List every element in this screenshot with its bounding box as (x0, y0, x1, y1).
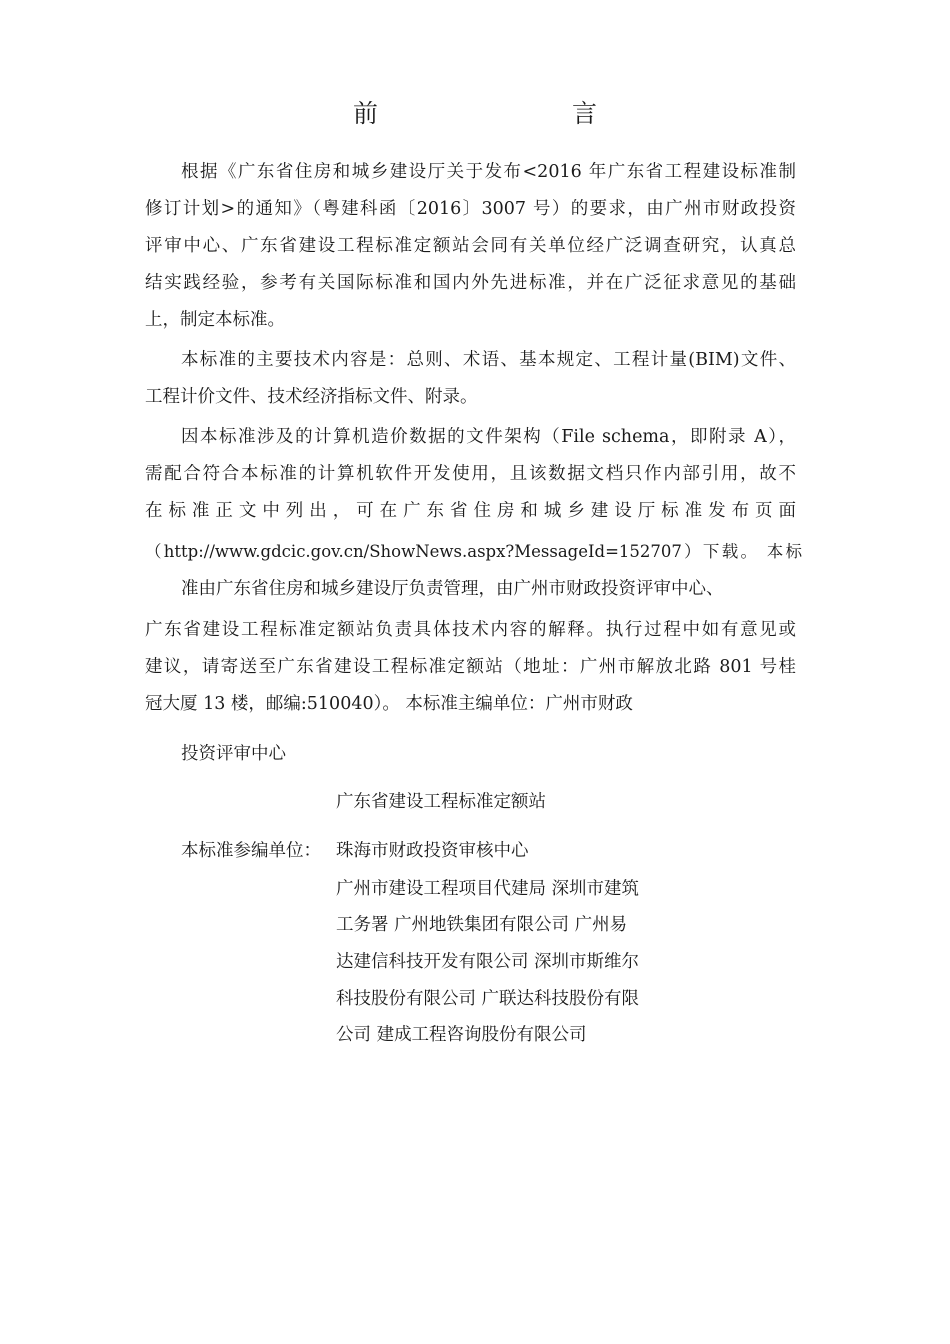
paragraph-line: 广东省建设工程标准定额站负责具体技术内容的解释。执行过程中如有意见或 (145, 620, 796, 640)
paragraph-line: 根据《广东省住房和城乡建设厅关于发布<2016 年广东省工程建设标准制 (181, 162, 796, 182)
paragraph-line: 本标准的主要技术内容是：总则、术语、基本规定、工程计量(BIM)文件、 (181, 350, 796, 370)
paragraph-line: 建议，请寄送至广东省建设工程标准定额站（地址：广州市解放北路 801 号桂 (145, 657, 796, 677)
paragraph-line: 评审中心、广东省建设工程标准定额站会同有关单位经广泛调查研究，认真总 (145, 236, 796, 256)
participating-unit-line: 工务署 广州地铁集团有限公司 广州易 (336, 915, 628, 935)
participating-units-label: 本标准参编单位： (181, 841, 321, 861)
paragraph-line: 修订计划>的通知》（粤建科函〔2016〕3007 号）的要求，由广州市财政投资 (145, 199, 796, 219)
participating-unit-line: 达建信科技开发有限公司 深圳市斯维尔 (336, 952, 640, 972)
paragraph-line: 在标准正文中列出，可在广东省住房和城乡建设厅标准发布页面 (145, 501, 796, 521)
paragraph-line: 准由广东省住房和城乡建设厅负责管理，由广州市财政投资评审中心、 (181, 579, 724, 599)
chief-unit-line: 广东省建设工程标准定额站 (336, 792, 546, 812)
paragraph-line: 工程计价文件、技术经济指标文件、附录。 (145, 387, 478, 407)
paragraph-line: 冠大厦 13 楼，邮编:510040）。 本标准主编单位：广州市财政 (145, 694, 633, 714)
participating-unit-line: 公司 建成工程咨询股份有限公司 (336, 1025, 587, 1045)
chief-unit-line: 投资评审中心 (181, 744, 286, 764)
participating-unit-line: 广州市建设工程项目代建局 深圳市建筑 (336, 879, 640, 899)
paragraph-line: 需配合符合本标准的计算机软件开发使用，且该数据文档只作内部引用，故不 (145, 464, 796, 484)
paragraph-line: 上，制定本标准。 (145, 310, 285, 330)
page-title: 前 言 (352, 99, 645, 128)
participating-unit-line: 珠海市财政投资审核中心 (336, 841, 529, 861)
participating-unit-line: 科技股份有限公司 广联达科技股份有限 (336, 989, 640, 1009)
paragraph-line: （http://www.gdcic.gov.cn/ShowNews.aspx?MessageId=152707）下载。 本标 (145, 542, 802, 561)
paragraph-line: 结实践经验，参考有关国际标准和国内外先进标准，并在广泛征求意见的基础 (145, 273, 796, 293)
paragraph-line: 因本标准涉及的计算机造价数据的文件架构（File schema，即附录 A）， (181, 427, 796, 447)
